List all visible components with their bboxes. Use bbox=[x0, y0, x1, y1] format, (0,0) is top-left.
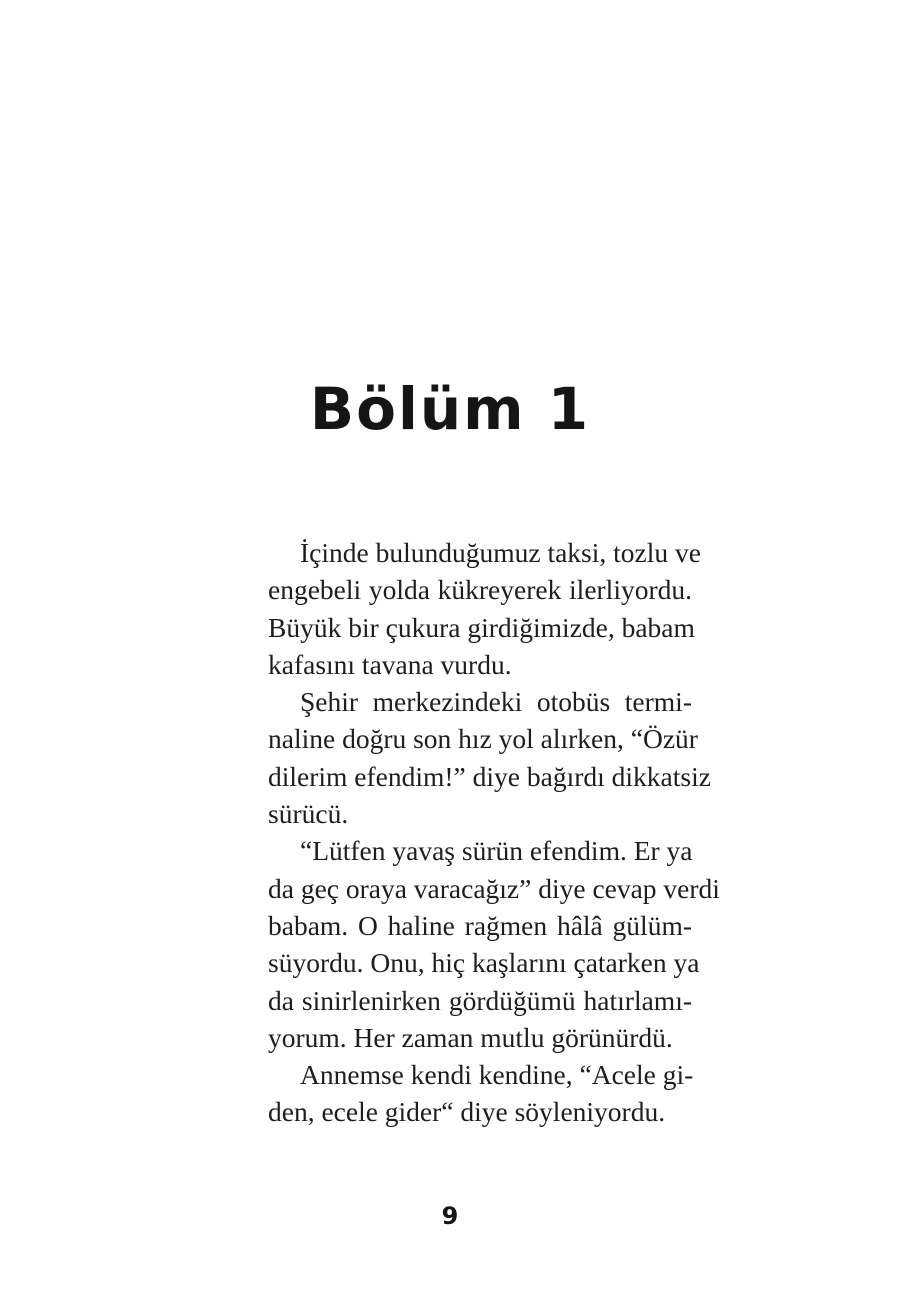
text-line: “Lütfen yavaş sürün efendim. Er ya bbox=[300, 835, 693, 867]
text-line: da sinirlenirken gördüğümü hatırlamı- bbox=[268, 984, 692, 1016]
text-line: sürücü. bbox=[268, 798, 349, 830]
text-line: den, ecele gider“ diye söyleniyordu. bbox=[268, 1096, 666, 1128]
text-line: da geç oraya varacağız” diye cevap verdi bbox=[268, 872, 720, 904]
text-line: babam. O haline rağmen hâlâ gülüm- bbox=[268, 909, 692, 941]
text-line: yorum. Her zaman mutlu görünürdü. bbox=[268, 1021, 673, 1053]
text-line: İçinde bulunduğumuz taksi, tozlu ve bbox=[300, 537, 701, 568]
page-number: 9 bbox=[441, 1202, 459, 1230]
text-line: Büyük bir çukura girdiğimizde, babam bbox=[268, 611, 695, 643]
paragraph bbox=[236, 1056, 692, 1131]
text-line: süyordu. Onu, hiç kaşlarını çatarken ya bbox=[268, 947, 700, 979]
text-line: naline doğru son hız yol alırken, “Özür bbox=[268, 723, 698, 755]
paragraph bbox=[236, 832, 720, 1056]
text-line: kafasını tavana vurdu. bbox=[268, 648, 512, 680]
text-line: Annemse kendi kendine, “Acele gi- bbox=[300, 1059, 694, 1091]
text-line: dilerim efendim!” diye bağırdı dikkatsiz bbox=[268, 760, 711, 792]
text-line: engebeli yolda kükreyerek ilerliyordu. bbox=[268, 574, 692, 606]
text-line: Şehir merkezindeki otobüs termi- bbox=[300, 686, 692, 718]
paragraph bbox=[236, 534, 701, 683]
paragraph bbox=[236, 683, 711, 832]
chapter-body-text bbox=[236, 534, 720, 1131]
chapter-title: Bölüm 1 bbox=[309, 375, 591, 443]
